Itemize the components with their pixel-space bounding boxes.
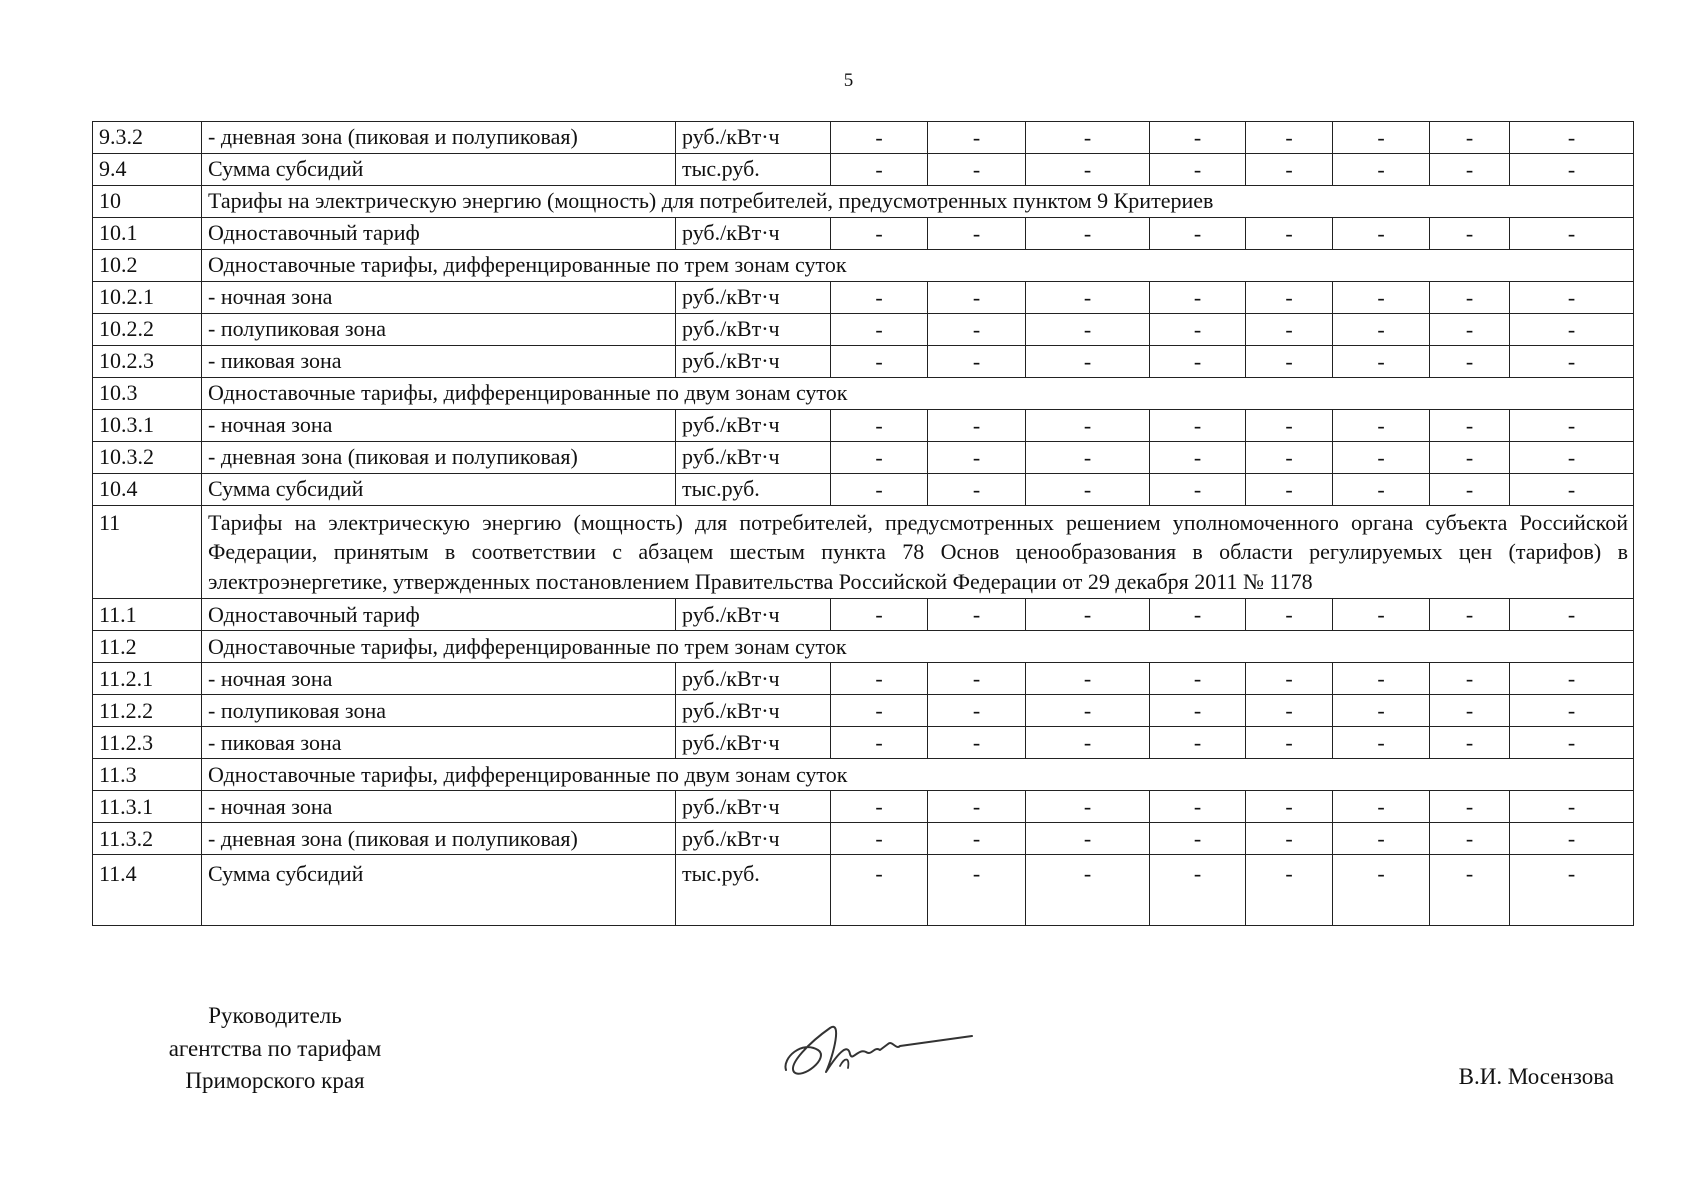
signatory-title-line-2: агентства по тарифам	[168, 1035, 382, 1061]
row-value: -	[1026, 154, 1150, 186]
row-value: -	[1430, 122, 1510, 154]
signatory-title-line-1: Руководитель	[208, 1003, 342, 1028]
row-value: -	[831, 474, 928, 506]
table-row	[93, 218, 1634, 250]
row-value: -	[1150, 474, 1246, 506]
row-value: -	[831, 442, 928, 474]
row-value: -	[1026, 727, 1150, 759]
row-unit: руб./кВт·ч	[676, 218, 831, 250]
table-row	[93, 855, 1634, 926]
table-row	[93, 442, 1634, 474]
row-value: -	[1246, 791, 1333, 823]
row-number: 10.2.1	[93, 282, 202, 314]
row-value: -	[1430, 154, 1510, 186]
row-value: -	[1150, 442, 1246, 474]
row-unit: тыс.руб.	[676, 855, 831, 926]
row-value: -	[928, 282, 1026, 314]
row-value: -	[831, 727, 928, 759]
row-name: - ночная зона	[202, 663, 676, 695]
row-name: - дневная зона (пиковая и полупиковая)	[202, 442, 676, 474]
row-number: 11.4	[93, 855, 202, 926]
table-row	[93, 506, 1634, 599]
row-value: -	[1510, 791, 1634, 823]
row-value: -	[1510, 474, 1634, 506]
row-value: -	[831, 314, 928, 346]
row-value: -	[1026, 410, 1150, 442]
row-value: -	[831, 791, 928, 823]
tariff-table-body	[93, 122, 1634, 926]
table-row	[93, 727, 1634, 759]
row-value: -	[1150, 855, 1246, 926]
row-number: 11.3.2	[93, 823, 202, 855]
row-value: -	[1333, 599, 1430, 631]
row-unit: руб./кВт·ч	[676, 314, 831, 346]
row-unit: тыс.руб.	[676, 474, 831, 506]
table-row	[93, 791, 1634, 823]
row-value: -	[1150, 122, 1246, 154]
row-name: Одноставочные тарифы, дифференцированные по двум зонам суток	[202, 378, 1634, 410]
row-value: -	[1026, 346, 1150, 378]
row-value: -	[1333, 474, 1430, 506]
row-value: -	[1510, 282, 1634, 314]
row-value: -	[1150, 599, 1246, 631]
row-value: -	[1246, 346, 1333, 378]
row-value: -	[831, 282, 928, 314]
row-number: 10.2.2	[93, 314, 202, 346]
row-value: -	[1150, 282, 1246, 314]
row-value: -	[831, 410, 928, 442]
signatory-title	[120, 1000, 430, 1098]
row-value: -	[1150, 218, 1246, 250]
table-row	[93, 314, 1634, 346]
row-value: -	[1150, 791, 1246, 823]
row-value: -	[1510, 599, 1634, 631]
row-value: -	[1150, 663, 1246, 695]
handwritten-signature	[780, 1010, 980, 1090]
row-value: -	[1026, 823, 1150, 855]
row-value: -	[928, 727, 1026, 759]
row-value: -	[1246, 122, 1333, 154]
row-number: 11.3.1	[93, 791, 202, 823]
row-name: Сумма субсидий	[202, 855, 676, 926]
row-number: 11	[93, 506, 202, 599]
row-value: -	[928, 154, 1026, 186]
row-value: -	[1510, 218, 1634, 250]
row-unit: руб./кВт·ч	[676, 727, 831, 759]
table-row	[93, 186, 1634, 218]
row-value: -	[1510, 442, 1634, 474]
row-unit: руб./кВт·ч	[676, 282, 831, 314]
row-unit: руб./кВт·ч	[676, 823, 831, 855]
row-number: 9.3.2	[93, 122, 202, 154]
table-row	[93, 599, 1634, 631]
row-name: - ночная зона	[202, 791, 676, 823]
row-value: -	[1333, 695, 1430, 727]
row-value: -	[1510, 122, 1634, 154]
row-value: -	[1510, 695, 1634, 727]
row-value: -	[1026, 474, 1150, 506]
row-number: 9.4	[93, 154, 202, 186]
row-value: -	[1246, 695, 1333, 727]
row-value: -	[1026, 442, 1150, 474]
table-row	[93, 250, 1634, 282]
row-value: -	[1430, 346, 1510, 378]
row-value: -	[928, 823, 1026, 855]
table-row	[93, 282, 1634, 314]
row-name: - ночная зона	[202, 410, 676, 442]
row-value: -	[1246, 599, 1333, 631]
row-value: -	[1150, 314, 1246, 346]
row-name: Сумма субсидий	[202, 474, 676, 506]
row-value: -	[831, 663, 928, 695]
row-value: -	[928, 474, 1026, 506]
row-value: -	[831, 855, 928, 926]
row-value: -	[1510, 663, 1634, 695]
row-name: Тарифы на электрическую энергию (мощность) для потребителей, предусмотренных решением уполномоченного органа субъекта Российской Федерации, принятым в соответствии с абзацем шестым пункта 78 Основ ценообразования в области регулируемых цен (тарифов) в электроэнергетике, утвержденных постановлением Правительства Российской Федерации от 29 декабря 2011 № 1178	[202, 506, 1634, 599]
row-number: 11.3	[93, 759, 202, 791]
row-value: -	[928, 791, 1026, 823]
row-name: Одноставочные тарифы, дифференцированные по трем зонам суток	[202, 250, 1634, 282]
row-name: - полупиковая зона	[202, 695, 676, 727]
row-value: -	[1246, 282, 1333, 314]
row-value: -	[1026, 663, 1150, 695]
row-value: -	[1430, 823, 1510, 855]
row-number: 11.2.2	[93, 695, 202, 727]
row-value: -	[1246, 727, 1333, 759]
row-value: -	[831, 154, 928, 186]
row-value: -	[1430, 218, 1510, 250]
row-value: -	[1246, 474, 1333, 506]
row-value: -	[928, 122, 1026, 154]
row-value: -	[928, 599, 1026, 631]
row-value: -	[1510, 154, 1634, 186]
row-name: Тарифы на электрическую энергию (мощность) для потребителей, предусмотренных пунктом 9 Критериев	[202, 186, 1634, 218]
row-value: -	[1246, 218, 1333, 250]
row-number: 10.2	[93, 250, 202, 282]
row-value: -	[1510, 314, 1634, 346]
row-value: -	[1430, 282, 1510, 314]
row-value: -	[1510, 410, 1634, 442]
row-value: -	[831, 346, 928, 378]
row-value: -	[1430, 599, 1510, 631]
row-value: -	[1510, 855, 1634, 926]
row-value: -	[1026, 218, 1150, 250]
row-value: -	[831, 218, 928, 250]
row-value: -	[928, 218, 1026, 250]
row-number: 11.2.1	[93, 663, 202, 695]
row-value: -	[1333, 823, 1430, 855]
row-value: -	[1510, 346, 1634, 378]
row-value: -	[831, 599, 928, 631]
row-value: -	[1150, 695, 1246, 727]
row-number: 10.1	[93, 218, 202, 250]
table-row	[93, 759, 1634, 791]
row-value: -	[1246, 154, 1333, 186]
row-value: -	[928, 442, 1026, 474]
row-name: - дневная зона (пиковая и полупиковая)	[202, 823, 676, 855]
row-value: -	[928, 410, 1026, 442]
row-value: -	[1333, 791, 1430, 823]
row-name: Одноставочный тариф	[202, 218, 676, 250]
row-value: -	[1246, 663, 1333, 695]
row-value: -	[1150, 727, 1246, 759]
row-number: 10.3	[93, 378, 202, 410]
row-value: -	[1026, 599, 1150, 631]
row-value: -	[1333, 314, 1430, 346]
row-value: -	[1333, 855, 1430, 926]
row-unit: руб./кВт·ч	[676, 695, 831, 727]
row-value: -	[1150, 410, 1246, 442]
row-unit: руб./кВт·ч	[676, 791, 831, 823]
row-number: 10.2.3	[93, 346, 202, 378]
row-value: -	[928, 314, 1026, 346]
signatory-name: В.И. Мосензова	[1458, 1064, 1614, 1089]
table-row	[93, 346, 1634, 378]
row-unit: руб./кВт·ч	[676, 442, 831, 474]
row-value: -	[928, 695, 1026, 727]
row-value: -	[831, 122, 928, 154]
row-value: -	[1510, 727, 1634, 759]
row-number: 11.1	[93, 599, 202, 631]
row-unit: руб./кВт·ч	[676, 410, 831, 442]
row-unit: руб./кВт·ч	[676, 346, 831, 378]
row-value: -	[1333, 154, 1430, 186]
row-value: -	[1430, 791, 1510, 823]
row-value: -	[1246, 314, 1333, 346]
row-value: -	[1026, 282, 1150, 314]
row-value: -	[1246, 442, 1333, 474]
row-value: -	[1333, 346, 1430, 378]
table-row	[93, 122, 1634, 154]
row-value: -	[1430, 663, 1510, 695]
row-value: -	[831, 823, 928, 855]
row-value: -	[1026, 314, 1150, 346]
table-row	[93, 663, 1634, 695]
table-row	[93, 378, 1634, 410]
row-number: 10.3.2	[93, 442, 202, 474]
row-unit: тыс.руб.	[676, 154, 831, 186]
table-row	[93, 695, 1634, 727]
row-value: -	[1333, 442, 1430, 474]
row-value: -	[1333, 282, 1430, 314]
row-name: Одноставочный тариф	[202, 599, 676, 631]
row-number: 11.2.3	[93, 727, 202, 759]
row-value: -	[1430, 695, 1510, 727]
row-value: -	[1430, 442, 1510, 474]
row-number: 10	[93, 186, 202, 218]
row-value: -	[1430, 314, 1510, 346]
row-name: - пиковая зона	[202, 727, 676, 759]
row-value: -	[1246, 855, 1333, 926]
signatory-title-line-3: Приморского края	[185, 1068, 365, 1094]
row-value: -	[1430, 410, 1510, 442]
table-row	[93, 474, 1634, 506]
row-name: Одноставочные тарифы, дифференцированные по двум зонам суток	[202, 759, 1634, 791]
row-value: -	[1333, 663, 1430, 695]
tariff-table	[92, 121, 1634, 926]
row-value: -	[1333, 122, 1430, 154]
row-name: Одноставочные тарифы, дифференцированные по трем зонам суток	[202, 631, 1634, 663]
table-row	[93, 410, 1634, 442]
row-name: - ночная зона	[202, 282, 676, 314]
row-value: -	[1150, 154, 1246, 186]
row-value: -	[1026, 791, 1150, 823]
row-number: 10.3.1	[93, 410, 202, 442]
row-value: -	[928, 346, 1026, 378]
row-unit: руб./кВт·ч	[676, 122, 831, 154]
page-number: 5	[843, 70, 854, 91]
row-value: -	[1150, 823, 1246, 855]
row-unit: руб./кВт·ч	[676, 663, 831, 695]
row-name: - полупиковая зона	[202, 314, 676, 346]
row-value: -	[928, 663, 1026, 695]
row-value: -	[1246, 410, 1333, 442]
row-value: -	[1333, 410, 1430, 442]
row-value: -	[1430, 474, 1510, 506]
row-value: -	[1430, 855, 1510, 926]
row-value: -	[1333, 218, 1430, 250]
row-number: 11.2	[93, 631, 202, 663]
row-value: -	[928, 855, 1026, 926]
row-value: -	[831, 695, 928, 727]
row-value: -	[1430, 727, 1510, 759]
row-value: -	[1333, 727, 1430, 759]
row-value: -	[1026, 122, 1150, 154]
row-unit: руб./кВт·ч	[676, 599, 831, 631]
row-number: 10.4	[93, 474, 202, 506]
row-value: -	[1026, 855, 1150, 926]
table-row	[93, 154, 1634, 186]
row-name: - дневная зона (пиковая и полупиковая)	[202, 122, 676, 154]
row-value: -	[1510, 823, 1634, 855]
table-row	[93, 823, 1634, 855]
row-value: -	[1150, 346, 1246, 378]
row-name: - пиковая зона	[202, 346, 676, 378]
row-name: Сумма субсидий	[202, 154, 676, 186]
table-row	[93, 631, 1634, 663]
row-value: -	[1026, 695, 1150, 727]
row-value: -	[1246, 823, 1333, 855]
